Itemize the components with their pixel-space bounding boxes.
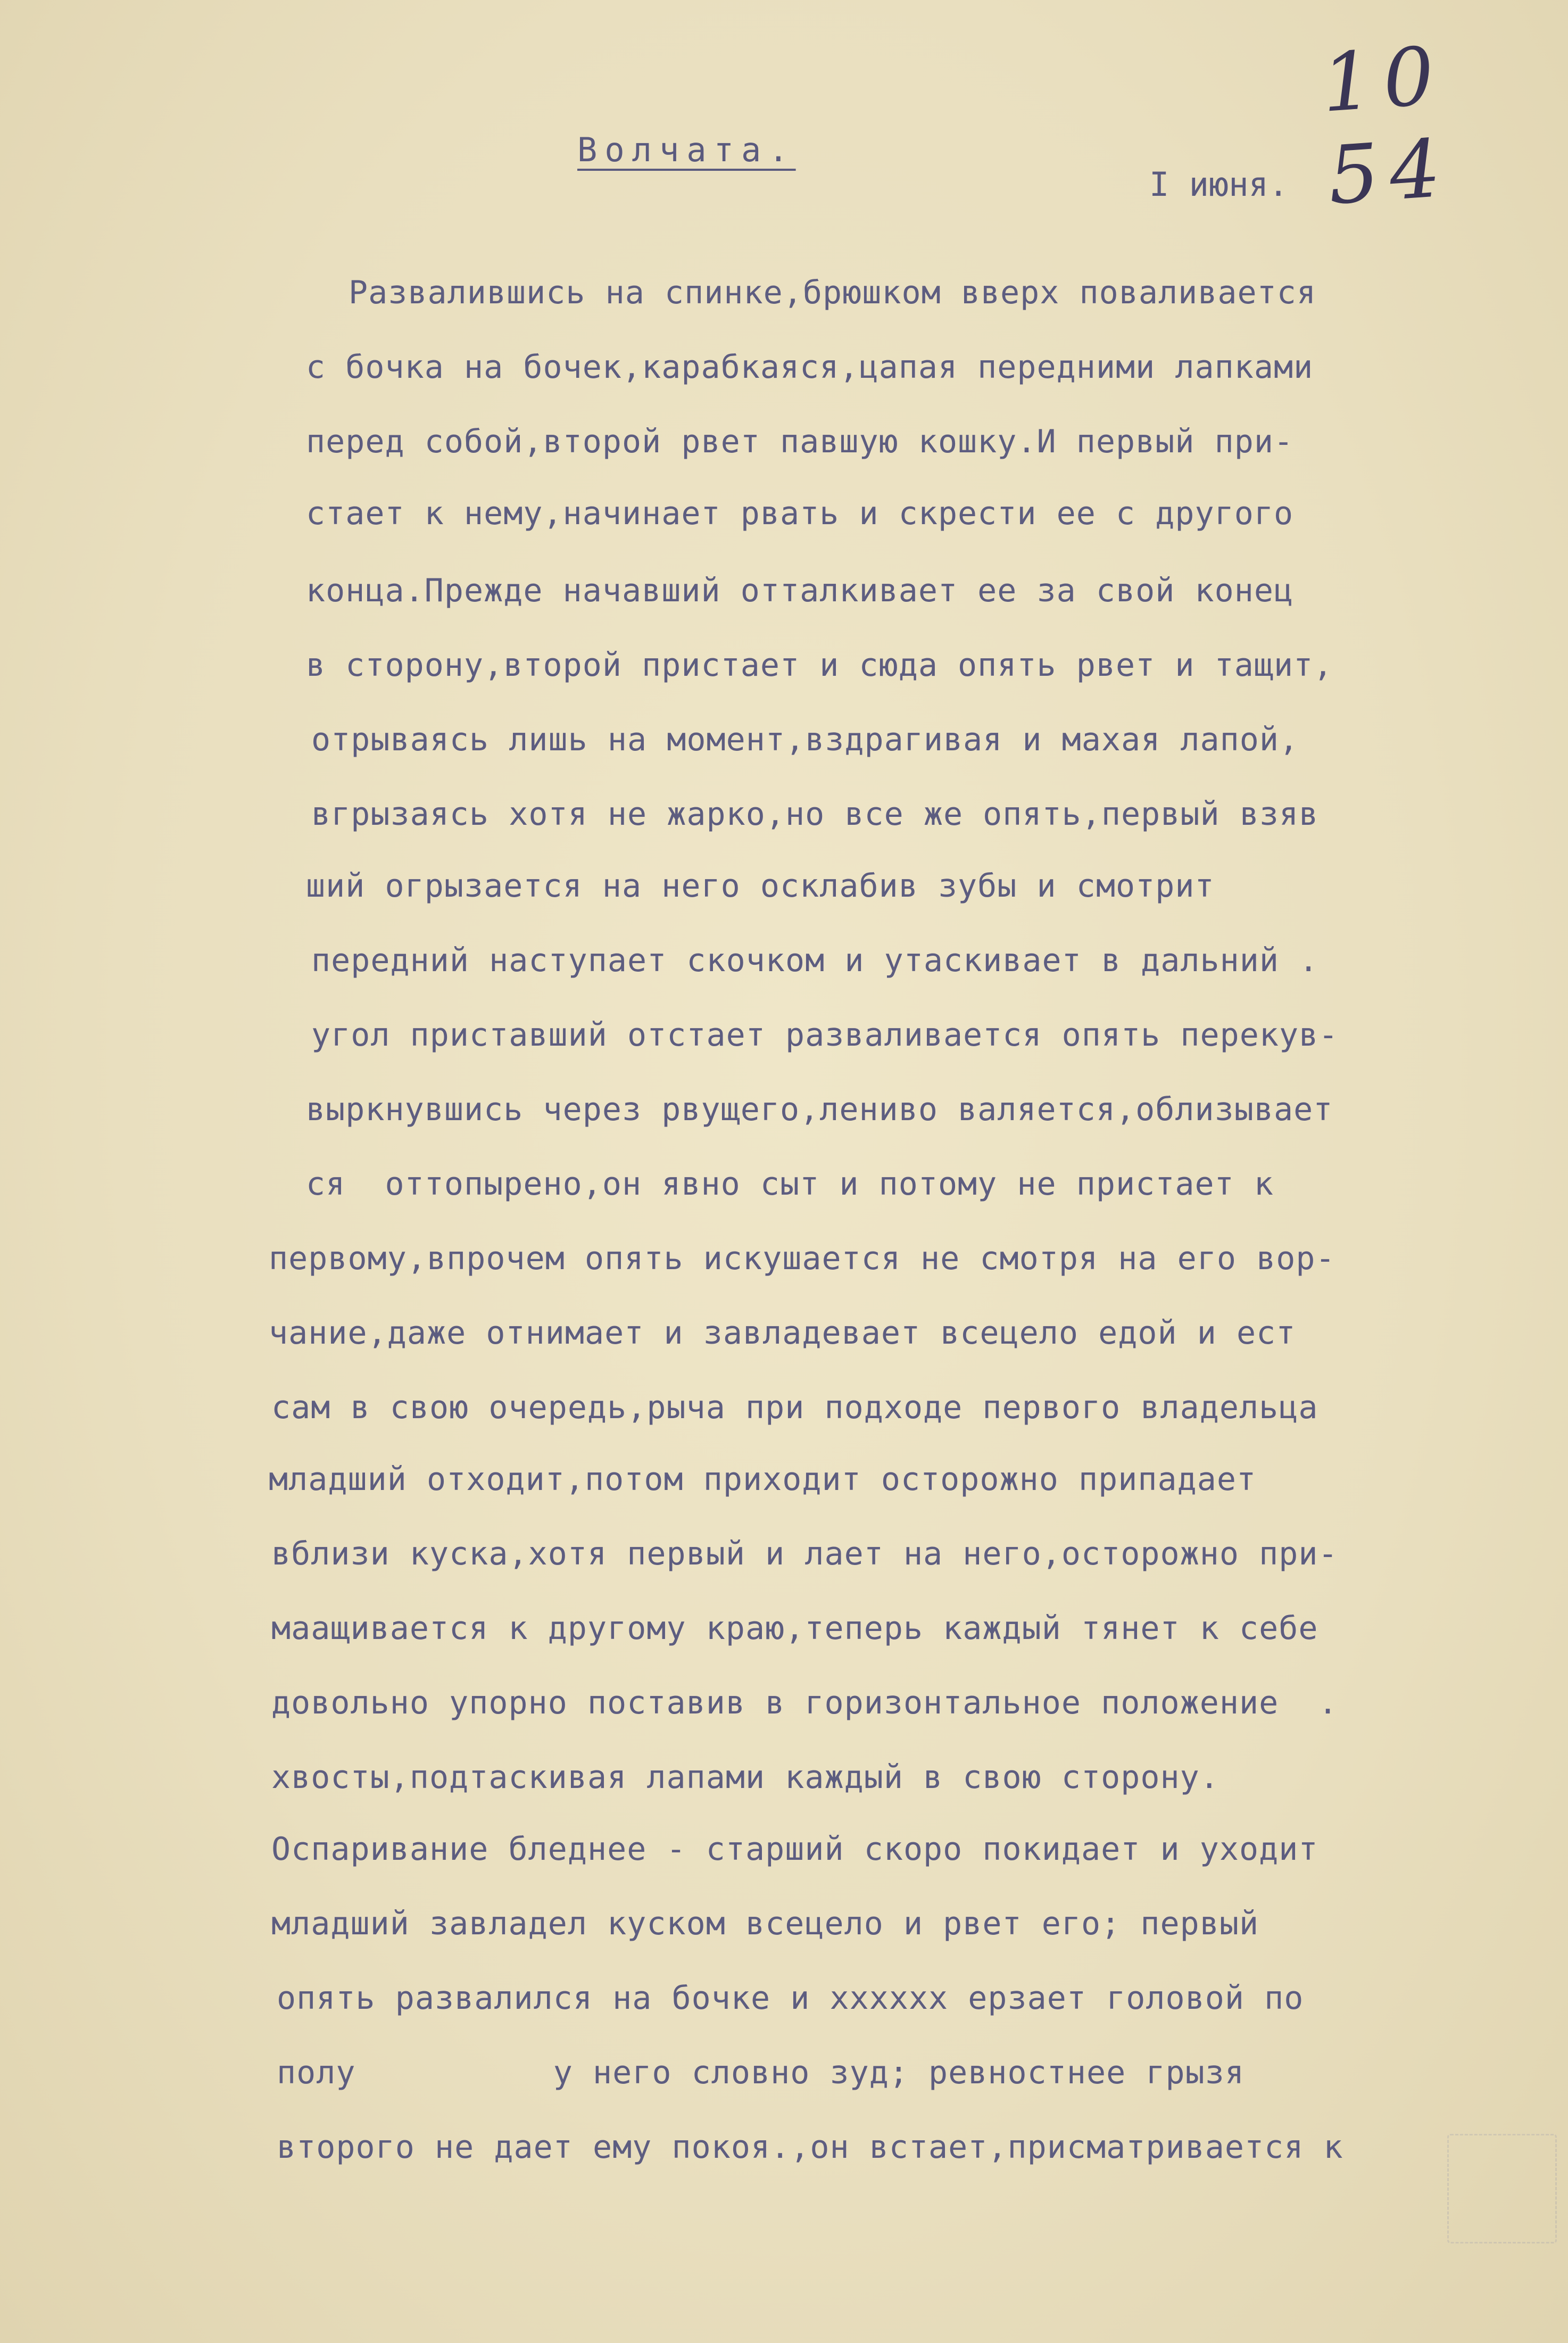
text-line: угол приставший отстает разваливается опять перекув- [311,1016,1339,1054]
text-line: первому,впрочем опять искушается не смотря на его вор- [269,1240,1335,1277]
text-line: сам в свою очередь,рыча при подходе первого владельца [271,1389,1318,1426]
text-line: вблизи куска,хотя первый и лает на него,осторожно при- [271,1535,1338,1572]
text-line: стает к нему,начинает рвать и скрести ее с другого [306,495,1294,532]
text-line: вгрызаясь хотя не жарко,но все же опять,первый взяв [311,796,1319,833]
text-line: довольно упорно поставив в горизонтальное положение . [271,1684,1338,1721]
text-line: маащивается к другому краю,теперь каждый тянет к себе [271,1610,1318,1647]
archive-stamp-mark [1447,2134,1557,2243]
text-line: ся оттопырено,он явно сыт и потому не пристает к [306,1165,1274,1203]
text-line: хвосты,подтаскивая лапами каждый в свою сторону. [271,1759,1219,1796]
text-line: перед собой,второй рвет павшую кошку.И первый при- [306,423,1294,460]
text-line: полу у него словно зуд; ревностнее грызя [277,2054,1245,2091]
text-line: с бочка на бочек,карабкаяся,цапая передними лапками [306,349,1314,386]
text-line: опять развалился на бочке и xxxxxx ерзает головой по [277,1980,1304,2017]
text-line: передний наступает скочком и утаскивает в дальний . [311,942,1319,979]
text-line: конца.Прежде начавший отталкивает ее за свой конец [306,572,1294,609]
text-line: отрываясь лишь на момент,вздрагивая и махая лапой, [311,721,1299,758]
document-title: Волчата. [577,130,796,169]
text-line: выркнувшись через рвущего,лениво валяется,облизывает [306,1091,1333,1128]
text-line: второго не дает ему покоя.,он встает,присматривается к [277,2129,1343,2166]
text-line: младший отходит,потом приходит осторожно припадает [269,1461,1257,1498]
text-line: чание,даже отнимает и завладевает всецело едой и ест [269,1314,1296,1352]
text-line: младший завладел куском всецело и рвет его; первый [271,1905,1259,1942]
page-number: 10 54 [1318,29,1455,223]
text-line: ший огрызается на него осклабив зубы и смотрит [306,867,1215,905]
text-line: Оспаривание бледнее - старший скоро покидает и уходит [271,1831,1318,1868]
document-date: I июня. [1149,165,1289,204]
text-line: в сторону,второй пристает и сюда опять рвет и тащит, [306,647,1333,684]
text-line: Развалившись на спинке,брюшком вверх поваливается [349,274,1317,311]
